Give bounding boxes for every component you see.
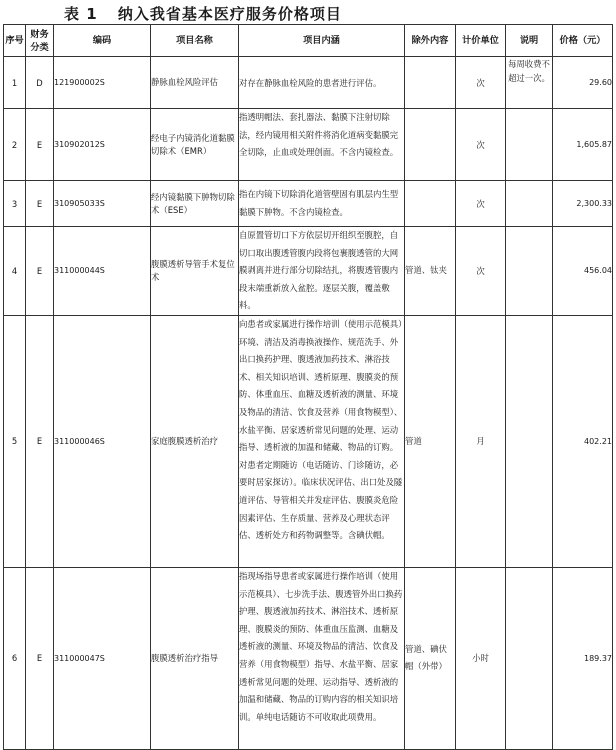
note-cell [506,227,553,316]
header-row [4,25,613,57]
code-cell: 310905033S [54,181,151,227]
table-number: 表 1 [64,5,98,23]
note-cell [506,567,553,749]
note-cell [506,315,553,567]
table-row [4,315,613,567]
code-cell: 311000044S [54,227,151,316]
excluded-cell: 管道 [405,315,456,567]
name-cell: 静脉血栓风险评估 [151,57,239,109]
price-table [3,24,613,750]
price-cell: 456.04 [553,227,613,316]
code-cell: 311000047S [54,567,151,749]
finance-cell: D [26,57,54,109]
seq-cell: 4 [4,227,26,316]
code-cell: 310902012S [54,109,151,181]
finance-cell: E [26,227,54,316]
seq-cell: 2 [4,109,26,181]
excluded-cell: 管道、钛夹 [405,227,456,316]
table-row [4,567,613,749]
note-cell [506,109,553,181]
name-cell: 经内镜黏膜下肿物切除术（ESE） [151,181,239,227]
name-cell: 经电子内镜消化道黏膜切除术（EMR） [151,109,239,181]
unit-cell: 次 [456,109,506,181]
table-caption: 纳入我省基本医疗服务价格项目 [117,5,342,23]
code-cell: 121900002S [54,57,151,109]
header-code: 编码 [54,25,151,57]
header-price: 价格（元） [553,25,613,57]
excluded-cell [405,181,456,227]
content-cell: 自原置管切口下方依层切开组织至腹腔，自切口取出腹透管腹内段将包裹腹透管的大网膜剥离并进行部分切除结扎，将腹透管腹内段末端重新放入盆腔。逐层关腹，覆盖敷料。 [239,227,405,316]
table-row [4,181,613,227]
price-cell: 402.21 [553,315,613,567]
price-cell: 2,300.33 [553,181,613,227]
finance-cell: E [26,109,54,181]
finance-cell: E [26,315,54,567]
finance-cell: E [26,181,54,227]
table-title [64,3,342,24]
content-cell: 对存在静脉血栓风险的患者进行评估。 [239,57,405,109]
excluded-cell [405,57,456,109]
price-cell: 189.37 [553,567,613,749]
table-row [4,109,613,181]
seq-cell: 1 [4,57,26,109]
note-cell [506,181,553,227]
content-cell: 指透明帽法、套扎器法、黏膜下注射切除法，经内镜用相关附件将消化道病变黏膜完全切除，止血或处理创面。不含内镜检查。 [239,109,405,181]
code-cell: 311000046S [54,315,151,567]
name-cell: 家庭腹膜透析治疗 [151,315,239,567]
unit-cell: 月 [456,315,506,567]
header-name: 项目名称 [151,25,239,57]
header-content: 项目内涵 [239,25,405,57]
unit-cell: 次 [456,227,506,316]
seq-cell: 6 [4,567,26,749]
header-note: 说明 [506,25,553,57]
excluded-cell: 管道、碘伏帽（外带） [405,567,456,749]
unit-cell: 小时 [456,567,506,749]
price-cell: 1,605.87 [553,109,613,181]
content-cell: 向患者或家属进行操作培训（使用示范模具）环境、清洁及消毒换液操作、规范洗手、外出口换药护理、腹透液加药技术、淋浴技术、相关知识培训、透析原理、腹膜炎的预防、体重血压、血糖及透析液的测量、环境及物品的清洁、饮食及营养（用食物模型）、水盐平衡、居家透析常见问题的处理、运动指导、透析液的加温和储藏、物品的订购。对患者定期随访（电话随访、门诊随访，必要时居家探访）。临床状况评估、出口处及隧道评估、导管相关并发症评估、腹膜炎危险因素评估、生存质量、营养及心理状态评估、透析处方和药物调整等。含碘伏帽。 [239,315,405,567]
price-cell: 29.60 [553,57,613,109]
excluded-cell [405,109,456,181]
name-cell: 腹膜透析治疗指导 [151,567,239,749]
unit-cell: 次 [456,57,506,109]
name-cell: 腹膜透析导管手术复位术 [151,227,239,316]
header-seq: 序号 [4,25,26,57]
header-excluded: 除外内容 [405,25,456,57]
content-cell: 指现场指导患者或家属进行操作培训（使用示范模具）、七步洗手法、腹透管外出口换药护理、腹透液加药技术、淋浴技术、透析原理、腹膜炎的预防、体重血压监测、血糖及透析液的测量、环境及物品的清洁、饮食及营养（用食物模型）指导、水盐平衡、居家透析常见问题的处理、运动指导、透析液的加温和储藏、物品的订购内容的相关知识培训。单纯电话随访不可收取此项费用。 [239,567,405,749]
seq-cell: 5 [4,315,26,567]
note-cell: 每周收费不超过一次。 [506,57,553,109]
table-row [4,227,613,316]
unit-cell: 次 [456,181,506,227]
header-unit: 计价单位 [456,25,506,57]
seq-cell: 3 [4,181,26,227]
finance-cell: E [26,567,54,749]
content-cell: 指在内镜下切除消化道管壁固有肌层内生型黏膜下肿物。不含内镜检查。 [239,181,405,227]
table-row [4,57,613,109]
header-finance: 财务分类 [26,25,54,57]
